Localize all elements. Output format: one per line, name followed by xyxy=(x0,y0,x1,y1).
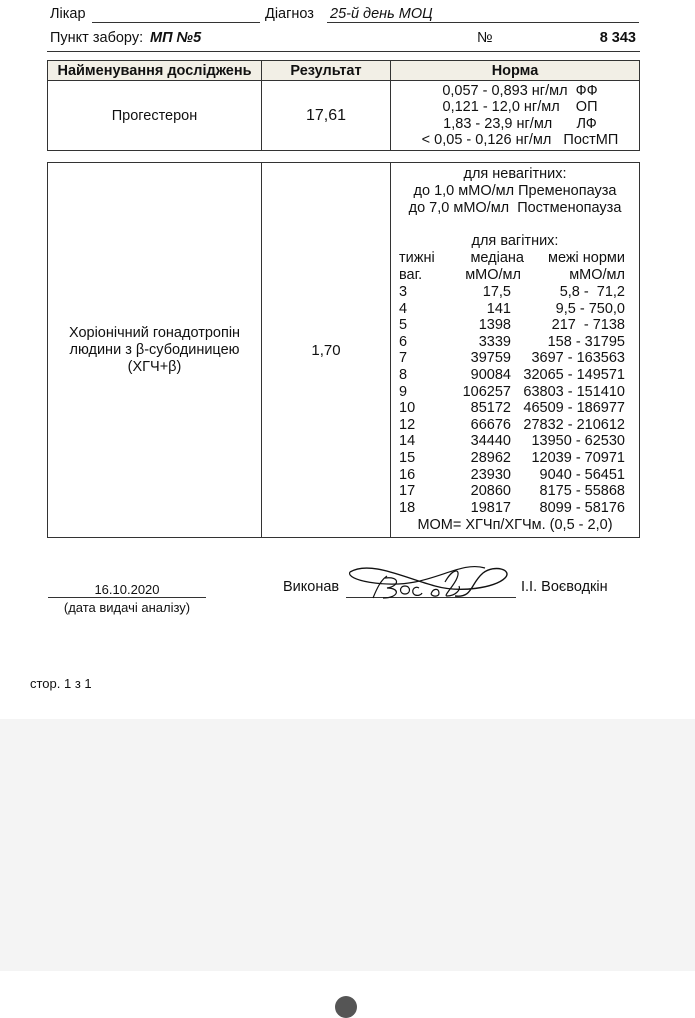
header-divider xyxy=(47,51,640,52)
week-cell: 15 xyxy=(399,450,416,466)
range-cell: 46509 - 186977 xyxy=(523,400,625,417)
norm-line: 0,057 - 0,893 нг/мл ФФ xyxy=(442,82,598,99)
performed-label: Виконав xyxy=(283,579,340,595)
table-row xyxy=(48,163,640,538)
diagnosis-value: 25-й день МОЦ xyxy=(330,6,433,22)
non-pregnant-line: до 1,0 мМО/мл Пременопауза xyxy=(413,183,617,199)
signature-image xyxy=(345,558,520,604)
week-cell: 6 xyxy=(399,333,408,350)
result-progesterone: 17,61 xyxy=(262,81,391,151)
range-cell: 63803 - 151410 xyxy=(523,383,625,400)
test-name-hcg xyxy=(48,163,262,538)
col-header-median: медіана xyxy=(470,250,524,266)
number-label: № xyxy=(477,30,493,46)
col-header-weeks: тижні xyxy=(399,250,435,266)
test-name-progesterone: Прогестерон xyxy=(48,81,262,151)
test-name-line: людини з β-субодиницею xyxy=(69,341,240,358)
median-cell: 20860 xyxy=(470,483,511,500)
median-cell: 106257 xyxy=(462,383,511,400)
issue-date-caption: (дата видачі аналізу) xyxy=(63,600,191,615)
col-header-range-sub: мМО/мл xyxy=(569,267,625,283)
col-header-median-sub: мМО/мл xyxy=(465,267,521,283)
week-cell: 8 xyxy=(399,367,408,383)
median-cell: 34440 xyxy=(470,433,511,450)
range-cell: 9040 - 56451 xyxy=(539,466,625,483)
week-cell: 17 xyxy=(399,483,416,500)
table-row xyxy=(48,81,640,151)
test-name-line: Хоріонічний гонадотропін xyxy=(68,324,241,341)
range-cell: 217 - 7138 xyxy=(551,317,625,334)
week-cell: 12 xyxy=(399,416,416,433)
col-header-range: межі норми xyxy=(547,250,625,266)
issue-date: 16.10.2020 xyxy=(94,582,160,597)
median-cell: 1398 xyxy=(478,317,511,334)
column-header-norm: Норма xyxy=(391,61,640,81)
table-header-row xyxy=(48,61,640,81)
median-cell: 28962 xyxy=(470,450,511,466)
column-header-test-name: Найменування досліджень xyxy=(48,61,262,81)
range-cell: 27832 - 210612 xyxy=(523,416,625,433)
collection-point-value: МП №5 xyxy=(150,30,202,46)
range-cell: 13950 - 62530 xyxy=(531,433,625,450)
test-name-line: (ХГЧ+β) xyxy=(127,358,182,375)
range-cell: 158 - 31795 xyxy=(547,333,625,350)
column-header-result: Результат xyxy=(262,61,391,81)
range-cell: 8175 - 55868 xyxy=(539,483,625,500)
median-cell: 19817 xyxy=(470,499,511,516)
range-cell: 8099 - 58176 xyxy=(539,499,625,516)
range-cell: 5,8 - 71,2 xyxy=(559,284,625,300)
issue-date-underline xyxy=(48,597,206,598)
range-cell: 32065 - 149571 xyxy=(523,367,625,383)
range-cell: 12039 - 70971 xyxy=(531,450,625,466)
diagnosis-label: Діагноз xyxy=(265,6,314,22)
diagnosis-underline xyxy=(327,22,639,23)
week-cell: 5 xyxy=(399,317,408,334)
mom-note: МОМ= ХГЧп/ХГЧм. (0,5 - 2,0) xyxy=(417,517,613,533)
norm-hcg xyxy=(391,163,640,538)
norm-line: 1,83 - 23,9 нг/мл ЛФ xyxy=(443,115,597,132)
median-cell: 66676 xyxy=(470,416,511,433)
page-number: стор. 1 з 1 xyxy=(30,676,92,691)
week-cell: 10 xyxy=(399,400,416,417)
norm-line: < 0,05 - 0,126 нг/мл ПостМП xyxy=(421,132,619,148)
norm-progesterone xyxy=(391,81,640,151)
norm-line: 0,121 - 12,0 нг/мл ОП xyxy=(442,99,598,115)
week-cell: 7 xyxy=(399,350,408,367)
median-cell: 17,5 xyxy=(482,284,511,300)
result-hcg: 1,70 xyxy=(262,163,391,538)
week-cell: 4 xyxy=(399,300,408,317)
median-cell: 90084 xyxy=(470,367,511,383)
doctor-label: Лікар xyxy=(50,6,86,22)
performer-name: І.І. Воєводкін xyxy=(521,579,608,595)
median-cell: 141 xyxy=(486,300,511,317)
hcg-table xyxy=(47,162,640,538)
median-cell: 85172 xyxy=(470,400,511,417)
collection-point-label: Пункт забору: xyxy=(50,30,144,46)
number-value: 8 343 xyxy=(599,30,636,46)
median-cell: 23930 xyxy=(470,466,511,483)
col-header-weeks-sub: ваг. xyxy=(399,267,423,283)
week-cell: 9 xyxy=(399,383,408,400)
home-indicator-icon xyxy=(335,996,357,1018)
viewer-background xyxy=(0,719,695,971)
results-table xyxy=(47,60,640,151)
median-cell: 39759 xyxy=(470,350,511,367)
week-cell: 14 xyxy=(399,433,416,450)
non-pregnant-line: до 7,0 мМО/мл Постменопауза xyxy=(408,200,622,216)
week-cell: 3 xyxy=(399,284,408,300)
median-cell: 3339 xyxy=(478,333,511,350)
range-cell: 9,5 - 750,0 xyxy=(555,300,625,317)
doctor-underline xyxy=(92,22,260,23)
non-pregnant-title: для невагітних: xyxy=(463,166,567,182)
range-cell: 3697 - 163563 xyxy=(531,350,625,367)
pregnant-title: для вагітних: xyxy=(471,233,559,249)
week-cell: 16 xyxy=(399,466,416,483)
week-cell: 18 xyxy=(399,499,416,516)
